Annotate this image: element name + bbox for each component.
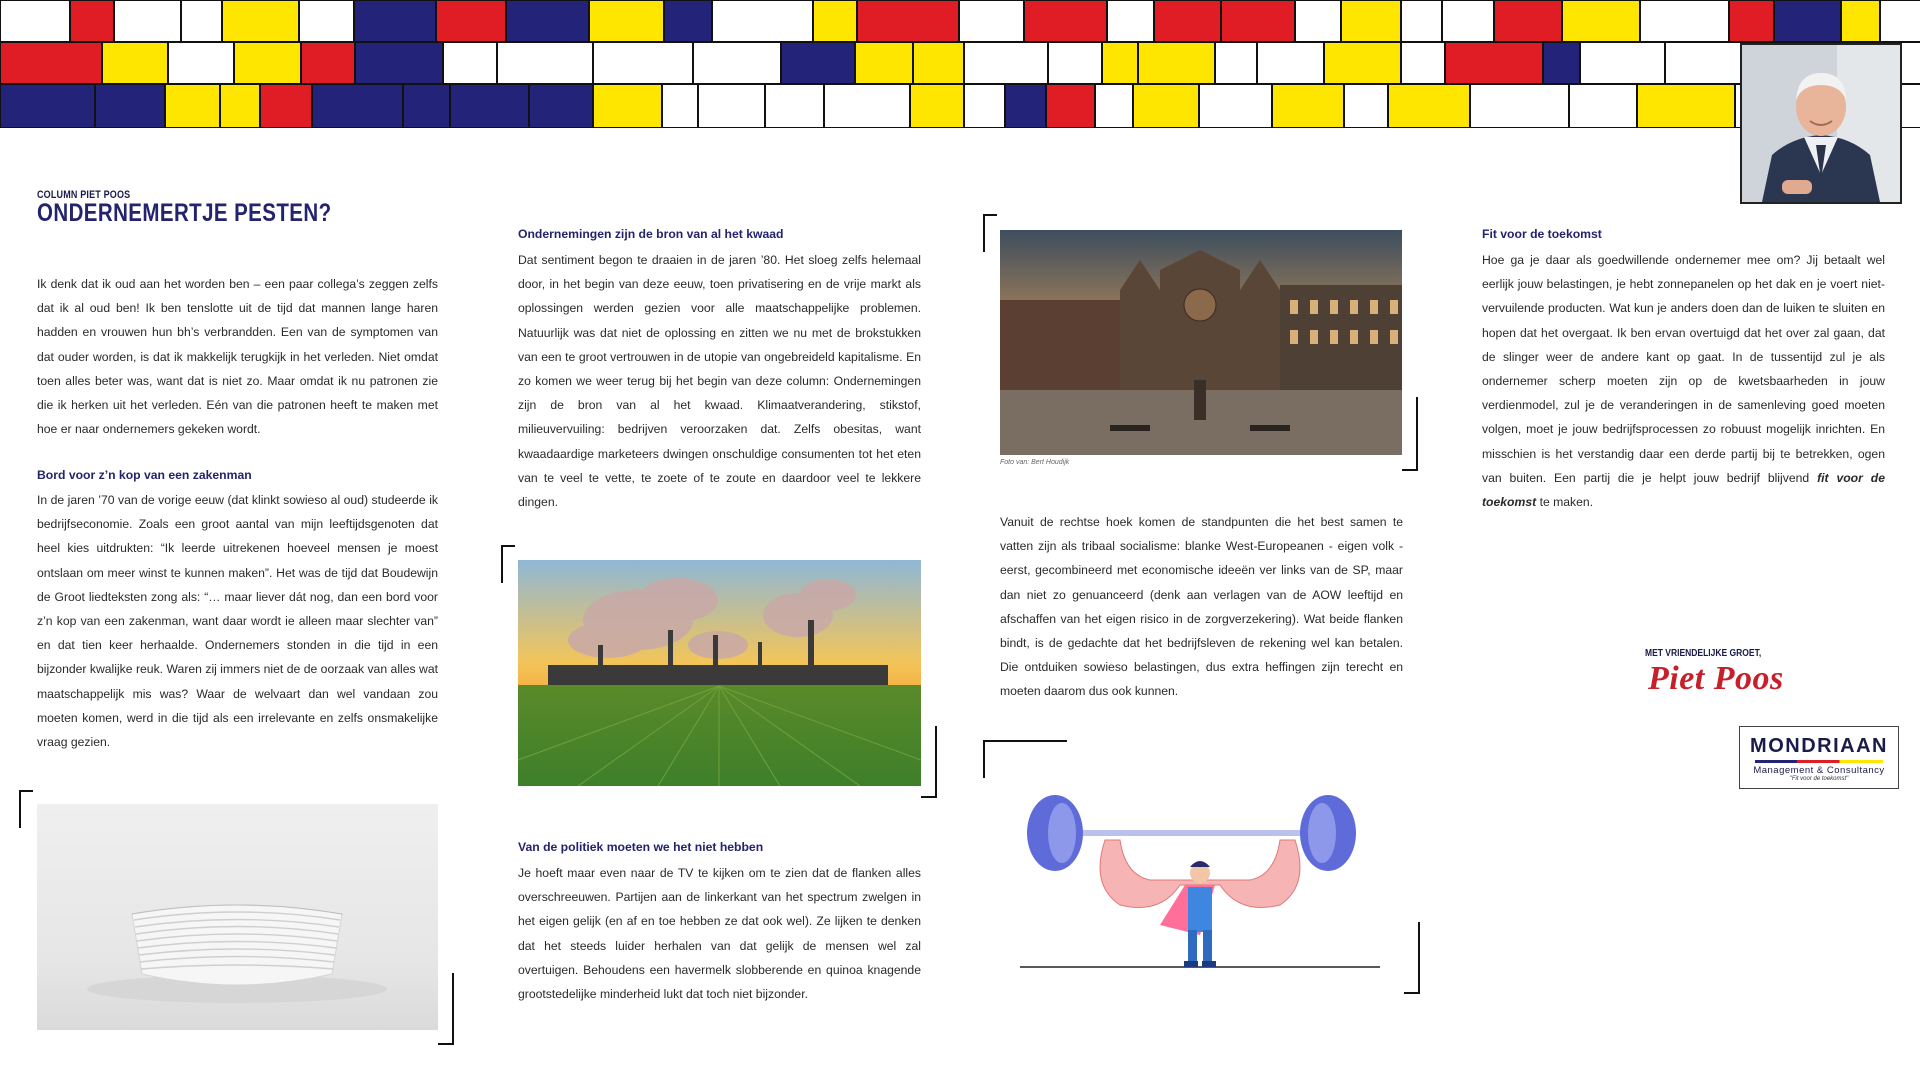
banner-block [102, 42, 168, 84]
plates-photo [37, 804, 438, 1030]
banner-block [1095, 84, 1133, 128]
intro-paragraph: Ik denk dat ik oud aan het worden ben – een paar collega’s zeggen zelfs dat ik al oud ben! Ik ben tenslotte uit de tijd dat mannen lange haren hadden en vrouwen hun bh’s verbrandden. Een van de symptomen van dat ouder worden, is dat ik makkelijk terugkijk in het verleden. Niet omdat toen alles beter was, want dat is niet zo. Maar omdat ik nu patronen zie die ik herken uit het verleden. Eén van die patronen heeft te maken met hoe er naar ondernemers gekeken wordt. [37, 277, 438, 437]
banner-block [403, 84, 450, 128]
banner-block [1841, 0, 1880, 42]
banner-block [1640, 0, 1729, 42]
banner-block [181, 0, 222, 42]
signature: Piet Poos [1648, 660, 1784, 697]
banner-block [1344, 84, 1388, 128]
banner-block [693, 42, 781, 84]
banner-block [1102, 42, 1138, 84]
page-title: ONDERNEMERTJE PESTEN? [37, 199, 332, 227]
banner-block [1341, 0, 1401, 42]
banner-block [855, 42, 913, 84]
banner-block [1774, 0, 1841, 42]
banner-block [1221, 0, 1295, 42]
banner-block [354, 0, 436, 42]
frame-corner-bottom-right [921, 726, 937, 798]
frame-corner-top-left [501, 545, 515, 583]
banner-block [0, 42, 102, 84]
banner-block [1401, 0, 1442, 42]
frame-corner-bottom-right [1404, 922, 1420, 994]
banner-block [1729, 0, 1774, 42]
frame-corner-top-left [983, 214, 997, 252]
frame-corner-top-left [19, 790, 33, 828]
section-body-bord: In de jaren ’70 van de vorige eeuw (dat klinkt sowieso al oud) studeerde ik bedrijfseconomie. Zoals een groot aantal van mijn leeftijdsgenoten dat heel kies uitdrukten: “Ik leerde uitrekenen hoeveel mensen je moest ontslaan om meer winst te kunnen maken”. Het was de tijd dat Boudewijn de Groot liedteksten zong als: “… maar liever dát nog, dan een bord voor z’n kop van een zakenman, want daar wordt ie alleen maar slechter van” en dat tien keer herhaalde. Ondernemers stonden in die tijd in een bijzonder kwalijke reuk. Waren zij immers niet de de oorzaak van alles wat maatschappelijk mis was? Waar de welvaart dan wel vandaan zou moeten komen, werd in die tijd als een irrelevante en zelfs onsmakelijke vraag gezien. [37, 493, 438, 750]
banner-block [220, 84, 260, 128]
banner-block [1494, 0, 1562, 42]
section-body-politiek: Je hoeft maar even naar de TV te kijken om te zien dat de flanken alles overschreeuwen. Partijen aan de linkerkant van het spectrum zwelgen in het eigen gelijk (en af en toe hebben ze dat ook wel). Ze lijken te denken dat het steeds luider herhalen van dat gelijk de mensen wel zal overtuigen. Behoudens een havermelk slobberende en quinoa knagende grootstedelijke minderheid lukt dat toch niet bijzonder. [518, 866, 921, 1002]
banner-block [114, 0, 181, 42]
closing-greeting: MET VRIENDELIJKE GROET, [1645, 648, 1762, 659]
banner-block [1272, 84, 1344, 128]
banner-block [70, 0, 114, 42]
banner-block [1665, 42, 1747, 84]
mondriaan-logo [1739, 726, 1899, 789]
banner-block [593, 84, 662, 128]
factory-field-photo [518, 560, 921, 786]
banner-block [698, 84, 765, 128]
banner-block [168, 42, 234, 84]
banner-block [301, 42, 355, 84]
banner-block [436, 0, 506, 42]
banner-block [1543, 42, 1580, 84]
banner-block [824, 84, 910, 128]
banner-block [1199, 84, 1272, 128]
banner-block [964, 42, 1048, 84]
banner-block [913, 42, 964, 84]
banner-block [765, 84, 824, 128]
logo-subtitle: Management & Consultancy [1753, 765, 1885, 776]
section-heading-toekomst: Fit voor de toekomst [1482, 227, 1602, 241]
banner-block [813, 0, 857, 42]
logo-tagline: "Fit voor de toekomst" [1789, 776, 1849, 782]
banner-block [1580, 42, 1665, 84]
banner-block [1401, 42, 1445, 84]
banner-block [1154, 0, 1221, 42]
banner-block [1215, 42, 1257, 84]
banner-block [1005, 84, 1046, 128]
banner-block [1024, 0, 1107, 42]
banner-block [964, 84, 1005, 128]
banner-block [1880, 0, 1920, 42]
banner-block [857, 0, 959, 42]
banner-block [662, 84, 698, 128]
binnenhof-photo [1000, 230, 1402, 455]
banner-block [589, 0, 664, 42]
banner-block [450, 84, 529, 128]
banner-block [165, 84, 220, 128]
banner-block [222, 0, 299, 42]
section-body-kwaad: Dat sentiment begon te draaien in de jaren ’80. Het sloeg zelfs helemaal door, in het begin van deze eeuw, toen privatisering en de vrije markt als oplossingen werden gezien voor alle maatschappelijke problemen. Natuurlijk was dat niet de oplossing en zitten we nu met de brokstukken van een te groot vertrouwen in de utopie van ongebreideld kapitalisme. En zo komen we weer terug bij het begin van deze column: Ondernemingen zijn de bron van al het kwaad. Klimaatverandering, stikstof, milieuvervuiling: bedrijven veroorzaken dat. Zelfs obesitas, want kwaadaardige marketeers dwingen onschuldige consumenten tot het eten van te veel te vette, te zoete of te zoute en daardoor veel te lekkere dingen. [518, 253, 921, 510]
banner-block [1569, 84, 1637, 128]
banner-block [1562, 0, 1640, 42]
banner-block [781, 42, 855, 84]
logo-color-stripe [1755, 760, 1883, 763]
logo-name: MONDRIAAN [1750, 735, 1888, 757]
banner-block [299, 0, 354, 42]
banner-block [0, 0, 70, 42]
section-heading-bord: Bord voor z’n kop van een zakenman [37, 468, 252, 482]
banner-block [260, 84, 312, 128]
frame-corner-top-left [983, 740, 1067, 778]
banner-block [664, 0, 712, 42]
section-heading-kwaad: Ondernemingen zijn de bron van al het kwaad [518, 227, 784, 241]
banner-block [1257, 42, 1324, 84]
banner-block [355, 42, 443, 84]
banner-block [1048, 42, 1102, 84]
banner-block [1470, 84, 1569, 128]
banner-block [1138, 42, 1215, 84]
banner-block [959, 0, 1024, 42]
frame-corner-bottom-right [438, 973, 454, 1045]
author-portrait [1740, 43, 1902, 204]
section-body-toekomst: Hoe ga je daar als goedwillende ondernemer mee om? Jij betaalt wel eerlijk jouw belastingen, je hebt zonnepanelen op het dak en je voert niet-vervuilende producten. Wat kun je anders doen dan de luiken te sluiten en hopen dat het overgaat. Ik ben ervan overtuigd dat het over zal gaan, dat de slinger weer de andere kant op gaat. In de tussentijd zul je als ondernemer scherp moeten zijn op de kwetsbaarheden in jouw verdienmodel, zul je de veranderingen in de samenleving goed moeten volgen, moet je jouw bedrijfsprocessen zo robuust mogelijk inrichten. En misschien is het verstandig daar een derde partij bij te betrekken, ogen van buiten. Een partij die je helpt jouw bedrijf blijvend fit voor de toekomst te maken. [1482, 253, 1885, 510]
banner-block [712, 0, 813, 42]
banner-block [1295, 0, 1341, 42]
banner-block [910, 84, 964, 128]
banner-block [443, 42, 497, 84]
banner-block [1046, 84, 1095, 128]
banner-block [1133, 84, 1199, 128]
frame-corner-bottom-right [1402, 397, 1418, 471]
banner-block [1324, 42, 1401, 84]
banner-block [1442, 0, 1494, 42]
section-body-rechts: Vanuit de rechtse hoek komen de standpunten die het best samen te vatten zijn als tribaal socialisme: blanke West-Europeanen - eigen volk - eerst, gecombineerd met economische ideeën ver links van de SP, maar dan niet zo genuanceerd (denk aan verlagen van de AOW leeftijd en afschaffen van het eigen risico in de zorgverzekering). Wat beide flanken bindt, is de gedachte dat het bedrijfsleven de rekening wel kan betalen. Die ontduiken sowieso belastingen, dus extra heffingen zijn terecht en moeten daarom dus ook kunnen. [1000, 515, 1403, 699]
banner-block [95, 84, 165, 128]
photo-caption: Foto van: Bert Houdijk [1000, 459, 1070, 466]
banner-block [1445, 42, 1543, 84]
banner-block [1637, 84, 1735, 128]
section-heading-politiek: Van de politiek moeten we het niet hebben [518, 840, 764, 854]
column-kicker: COLUMN PIET POOS [37, 189, 131, 201]
banner-block [497, 42, 593, 84]
banner-block [234, 42, 301, 84]
banner-block [593, 42, 693, 84]
banner-block [529, 84, 593, 128]
mondriaan-banner [0, 0, 1920, 128]
banner-block [506, 0, 589, 42]
banner-block [1107, 0, 1154, 42]
weightlifter-illustration [1010, 775, 1390, 975]
banner-block [1388, 84, 1470, 128]
banner-block [0, 84, 95, 128]
banner-block [312, 84, 403, 128]
